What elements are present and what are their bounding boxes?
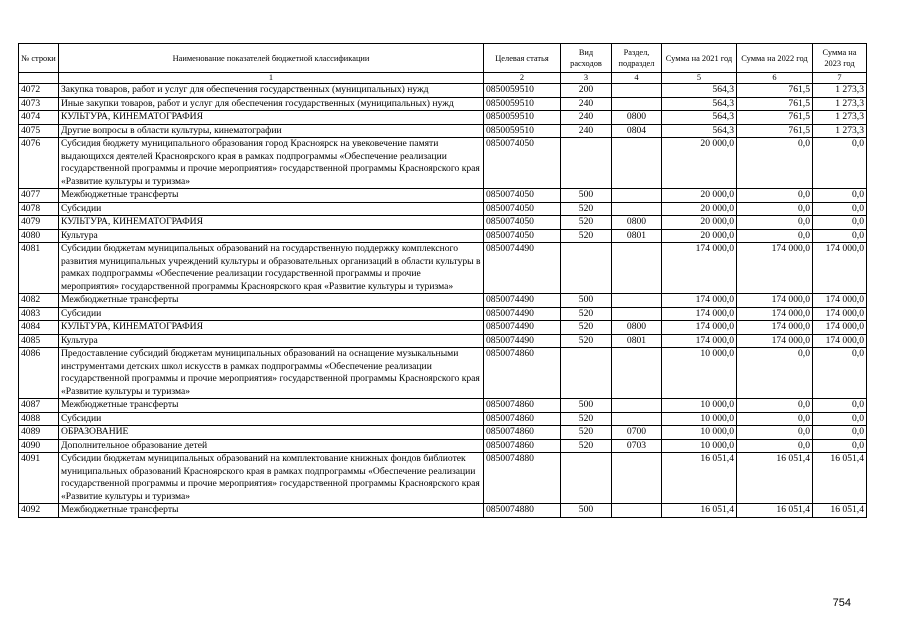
column-number: 4 xyxy=(612,73,662,84)
indicator-name: КУЛЬТУРА, КИНЕМАТОГРАФИЯ xyxy=(59,321,484,335)
table-row xyxy=(19,229,867,243)
indicator-name: Субсидии xyxy=(59,412,484,426)
sum-2023: 1 273,3 xyxy=(813,84,867,98)
sum-2022: 174 000,0 xyxy=(737,334,813,348)
table-row xyxy=(19,504,867,518)
table-row xyxy=(19,439,867,453)
row-number: 4088 xyxy=(19,412,59,426)
sum-2022: 174 000,0 xyxy=(737,321,813,335)
target-article: 0850074880 xyxy=(484,453,561,504)
budget-table xyxy=(18,43,867,518)
sum-2021: 20 000,0 xyxy=(662,189,737,203)
sum-2023: 1 273,3 xyxy=(813,124,867,138)
sum-2021: 16 051,4 xyxy=(662,453,737,504)
header-row-number: № строки xyxy=(19,44,59,73)
row-number: 4086 xyxy=(19,348,59,399)
table-row xyxy=(19,294,867,308)
sum-2021: 564,3 xyxy=(662,124,737,138)
sum-2021: 10 000,0 xyxy=(662,399,737,413)
target-article: 0850074050 xyxy=(484,202,561,216)
section-code: 0703 xyxy=(612,439,662,453)
sum-2023: 0,0 xyxy=(813,412,867,426)
section-code xyxy=(612,138,662,189)
target-article: 0850074050 xyxy=(484,229,561,243)
table-row xyxy=(19,243,867,294)
sum-2022: 761,5 xyxy=(737,84,813,98)
row-number: 4073 xyxy=(19,97,59,111)
row-number: 4083 xyxy=(19,307,59,321)
sum-2022: 761,5 xyxy=(737,111,813,125)
target-article: 0850074860 xyxy=(484,348,561,399)
sum-2022: 174 000,0 xyxy=(737,294,813,308)
section-code xyxy=(612,348,662,399)
sum-2022: 16 051,4 xyxy=(737,453,813,504)
sum-2023: 1 273,3 xyxy=(813,111,867,125)
indicator-name: Предоставление субсидий бюджетам муниципальных образований на оснащение музыкальными инструментами детских школ искусств в рамках подпрограммы «Обеспечение реализации государственной программы и прочие мероприятия» государственной программы Красноярского края «Развитие культуры и туризма» xyxy=(59,348,484,399)
expense-type: 240 xyxy=(561,124,612,138)
sum-2023: 174 000,0 xyxy=(813,243,867,294)
sum-2023: 174 000,0 xyxy=(813,294,867,308)
column-number: 3 xyxy=(561,73,612,84)
table-row xyxy=(19,426,867,440)
target-article: 0850074490 xyxy=(484,334,561,348)
header-indicator-name: Наименование показателей бюджетной классификации xyxy=(59,44,484,73)
section-code: 0800 xyxy=(612,321,662,335)
sum-2022: 16 051,4 xyxy=(737,504,813,518)
target-article: 0850074490 xyxy=(484,321,561,335)
sum-2023: 0,0 xyxy=(813,399,867,413)
row-number: 4084 xyxy=(19,321,59,335)
header-section: Раздел, подраздел xyxy=(612,44,662,73)
target-article: 0850059510 xyxy=(484,124,561,138)
sum-2021: 10 000,0 xyxy=(662,412,737,426)
expense-type xyxy=(561,243,612,294)
table-row xyxy=(19,453,867,504)
expense-type: 520 xyxy=(561,321,612,335)
table-row xyxy=(19,348,867,399)
indicator-name: Культура xyxy=(59,229,484,243)
expense-type: 520 xyxy=(561,439,612,453)
row-number: 4079 xyxy=(19,216,59,230)
target-article: 0850074050 xyxy=(484,189,561,203)
indicator-name: Субсидия бюджету муниципального образования город Красноярск на увековечение памяти выдающихся деятелей Красноярского края в рамках подпрограммы «Обеспечение реализации государственной программы и прочие мероприятия» государственной программы Красноярского края «Развитие культуры и туризма» xyxy=(59,138,484,189)
row-number: 4072 xyxy=(19,84,59,98)
table-row xyxy=(19,321,867,335)
target-article: 0850074490 xyxy=(484,243,561,294)
column-number: 5 xyxy=(662,73,737,84)
expense-type: 520 xyxy=(561,202,612,216)
expense-type: 240 xyxy=(561,111,612,125)
section-code: 0804 xyxy=(612,124,662,138)
sum-2021: 16 051,4 xyxy=(662,504,737,518)
header-target-article: Целевая статья xyxy=(484,44,561,73)
sum-2023: 0,0 xyxy=(813,348,867,399)
indicator-name: ОБРАЗОВАНИЕ xyxy=(59,426,484,440)
row-number: 4082 xyxy=(19,294,59,308)
section-code: 0801 xyxy=(612,334,662,348)
indicator-name: КУЛЬТУРА, КИНЕМАТОГРАФИЯ xyxy=(59,216,484,230)
indicator-name: Иные закупки товаров, работ и услуг для обеспечения государственных (муниципальных) нужд xyxy=(59,97,484,111)
table-row xyxy=(19,138,867,189)
indicator-name: Субсидии бюджетам муниципальных образований на комплектование книжных фондов библиотек муниципальных образований Красноярского края в рамках подпрограммы «Обеспечение реализации государственной программы и прочие мероприятия» государственной программы Красноярского края «Развитие культуры и туризма» xyxy=(59,453,484,504)
column-number-blank xyxy=(19,73,59,84)
indicator-name: Межбюджетные трансферты xyxy=(59,189,484,203)
section-code xyxy=(612,504,662,518)
table-row xyxy=(19,111,867,125)
expense-type: 500 xyxy=(561,189,612,203)
section-code xyxy=(612,307,662,321)
row-number: 4076 xyxy=(19,138,59,189)
table-row xyxy=(19,97,867,111)
row-number: 4092 xyxy=(19,504,59,518)
expense-type: 520 xyxy=(561,216,612,230)
indicator-name: КУЛЬТУРА, КИНЕМАТОГРАФИЯ xyxy=(59,111,484,125)
expense-type: 240 xyxy=(561,97,612,111)
sum-2022: 0,0 xyxy=(737,229,813,243)
expense-type xyxy=(561,138,612,189)
sum-2023: 174 000,0 xyxy=(813,307,867,321)
target-article: 0850059510 xyxy=(484,111,561,125)
sum-2023: 0,0 xyxy=(813,189,867,203)
target-article: 0850059510 xyxy=(484,97,561,111)
table-row xyxy=(19,216,867,230)
expense-type: 520 xyxy=(561,229,612,243)
row-number: 4091 xyxy=(19,453,59,504)
sum-2021: 564,3 xyxy=(662,84,737,98)
sum-2022: 761,5 xyxy=(737,124,813,138)
sum-2021: 174 000,0 xyxy=(662,321,737,335)
table-row xyxy=(19,307,867,321)
sum-2021: 174 000,0 xyxy=(662,243,737,294)
sum-2023: 0,0 xyxy=(813,439,867,453)
sum-2022: 174 000,0 xyxy=(737,243,813,294)
expense-type: 520 xyxy=(561,426,612,440)
sum-2021: 20 000,0 xyxy=(662,229,737,243)
header-sum-2022: Сумма на 2022 год xyxy=(737,44,813,73)
section-code: 0800 xyxy=(612,111,662,125)
indicator-name: Субсидии бюджетам муниципальных образований на государственную поддержку комплексного развития муниципальных учреждений культуры и образовательных организаций в области культуры в рамках подпрограммы «Обеспечение реализации государственной программы и прочие мероприятия» государственной программы Красноярского края «Развитие культуры и туризма» xyxy=(59,243,484,294)
sum-2022: 0,0 xyxy=(737,202,813,216)
column-number: 7 xyxy=(813,73,867,84)
sum-2022: 174 000,0 xyxy=(737,307,813,321)
sum-2023: 16 051,4 xyxy=(813,453,867,504)
table-row xyxy=(19,399,867,413)
sum-2023: 0,0 xyxy=(813,216,867,230)
row-number: 4090 xyxy=(19,439,59,453)
target-article: 0850059510 xyxy=(484,84,561,98)
indicator-name: Субсидии xyxy=(59,307,484,321)
sum-2021: 564,3 xyxy=(662,111,737,125)
row-number: 4087 xyxy=(19,399,59,413)
sum-2023: 174 000,0 xyxy=(813,321,867,335)
column-number-row xyxy=(19,73,867,84)
section-code xyxy=(612,399,662,413)
row-number: 4085 xyxy=(19,334,59,348)
column-number: 2 xyxy=(484,73,561,84)
sum-2022: 0,0 xyxy=(737,399,813,413)
sum-2021: 564,3 xyxy=(662,97,737,111)
section-code xyxy=(612,453,662,504)
row-number: 4077 xyxy=(19,189,59,203)
sum-2022: 761,5 xyxy=(737,97,813,111)
row-number: 4078 xyxy=(19,202,59,216)
sum-2021: 174 000,0 xyxy=(662,294,737,308)
sum-2022: 0,0 xyxy=(737,439,813,453)
indicator-name: Закупка товаров, работ и услуг для обеспечения государственных (муниципальных) нужд xyxy=(59,84,484,98)
expense-type: 520 xyxy=(561,412,612,426)
sum-2023: 174 000,0 xyxy=(813,334,867,348)
section-code xyxy=(612,412,662,426)
table-row xyxy=(19,334,867,348)
row-number: 4080 xyxy=(19,229,59,243)
indicator-name: Межбюджетные трансферты xyxy=(59,504,484,518)
target-article: 0850074050 xyxy=(484,216,561,230)
sum-2022: 0,0 xyxy=(737,426,813,440)
section-code: 0800 xyxy=(612,216,662,230)
target-article: 0850074860 xyxy=(484,439,561,453)
sum-2021: 174 000,0 xyxy=(662,307,737,321)
target-article: 0850074880 xyxy=(484,504,561,518)
sum-2022: 0,0 xyxy=(737,189,813,203)
header-sum-2023: Сумма на 2023 год xyxy=(813,44,867,73)
section-code xyxy=(612,243,662,294)
indicator-name: Межбюджетные трансферты xyxy=(59,294,484,308)
indicator-name: Дополнительное образование детей xyxy=(59,439,484,453)
expense-type: 520 xyxy=(561,334,612,348)
sum-2021: 10 000,0 xyxy=(662,348,737,399)
sum-2022: 0,0 xyxy=(737,138,813,189)
section-code xyxy=(612,84,662,98)
table-row xyxy=(19,189,867,203)
sum-2022: 0,0 xyxy=(737,216,813,230)
target-article: 0850074490 xyxy=(484,307,561,321)
section-code: 0801 xyxy=(612,229,662,243)
indicator-name: Субсидии xyxy=(59,202,484,216)
indicator-name: Другие вопросы в области культуры, кинематографии xyxy=(59,124,484,138)
header-row xyxy=(19,44,867,73)
expense-type: 520 xyxy=(561,307,612,321)
expense-type xyxy=(561,453,612,504)
sum-2021: 10 000,0 xyxy=(662,426,737,440)
indicator-name: Культура xyxy=(59,334,484,348)
sum-2023: 0,0 xyxy=(813,426,867,440)
sum-2023: 0,0 xyxy=(813,202,867,216)
sum-2023: 0,0 xyxy=(813,138,867,189)
sum-2021: 20 000,0 xyxy=(662,216,737,230)
sum-2021: 10 000,0 xyxy=(662,439,737,453)
indicator-name: Межбюджетные трансферты xyxy=(59,399,484,413)
column-number: 6 xyxy=(737,73,813,84)
sum-2021: 20 000,0 xyxy=(662,138,737,189)
target-article: 0850074860 xyxy=(484,399,561,413)
sum-2023: 1 273,3 xyxy=(813,97,867,111)
sum-2021: 20 000,0 xyxy=(662,202,737,216)
target-article: 0850074050 xyxy=(484,138,561,189)
target-article: 0850074860 xyxy=(484,412,561,426)
row-number: 4074 xyxy=(19,111,59,125)
page-number: 754 xyxy=(832,597,851,609)
section-code xyxy=(612,202,662,216)
expense-type: 200 xyxy=(561,84,612,98)
sum-2022: 0,0 xyxy=(737,348,813,399)
expense-type: 500 xyxy=(561,294,612,308)
expense-type: 500 xyxy=(561,399,612,413)
sum-2023: 0,0 xyxy=(813,229,867,243)
header-sum-2021: Сумма на 2021 год xyxy=(662,44,737,73)
table-body xyxy=(19,84,867,518)
table-row xyxy=(19,124,867,138)
table-row xyxy=(19,412,867,426)
sum-2022: 0,0 xyxy=(737,412,813,426)
target-article: 0850074860 xyxy=(484,426,561,440)
section-code xyxy=(612,294,662,308)
header-expense-type: Вид расходов xyxy=(561,44,612,73)
sum-2021: 174 000,0 xyxy=(662,334,737,348)
section-code xyxy=(612,189,662,203)
table-row xyxy=(19,202,867,216)
table-row xyxy=(19,84,867,98)
expense-type: 500 xyxy=(561,504,612,518)
sum-2023: 16 051,4 xyxy=(813,504,867,518)
expense-type xyxy=(561,348,612,399)
column-number: 1 xyxy=(59,73,484,84)
target-article: 0850074490 xyxy=(484,294,561,308)
row-number: 4089 xyxy=(19,426,59,440)
section-code xyxy=(612,97,662,111)
section-code: 0700 xyxy=(612,426,662,440)
row-number: 4081 xyxy=(19,243,59,294)
row-number: 4075 xyxy=(19,124,59,138)
